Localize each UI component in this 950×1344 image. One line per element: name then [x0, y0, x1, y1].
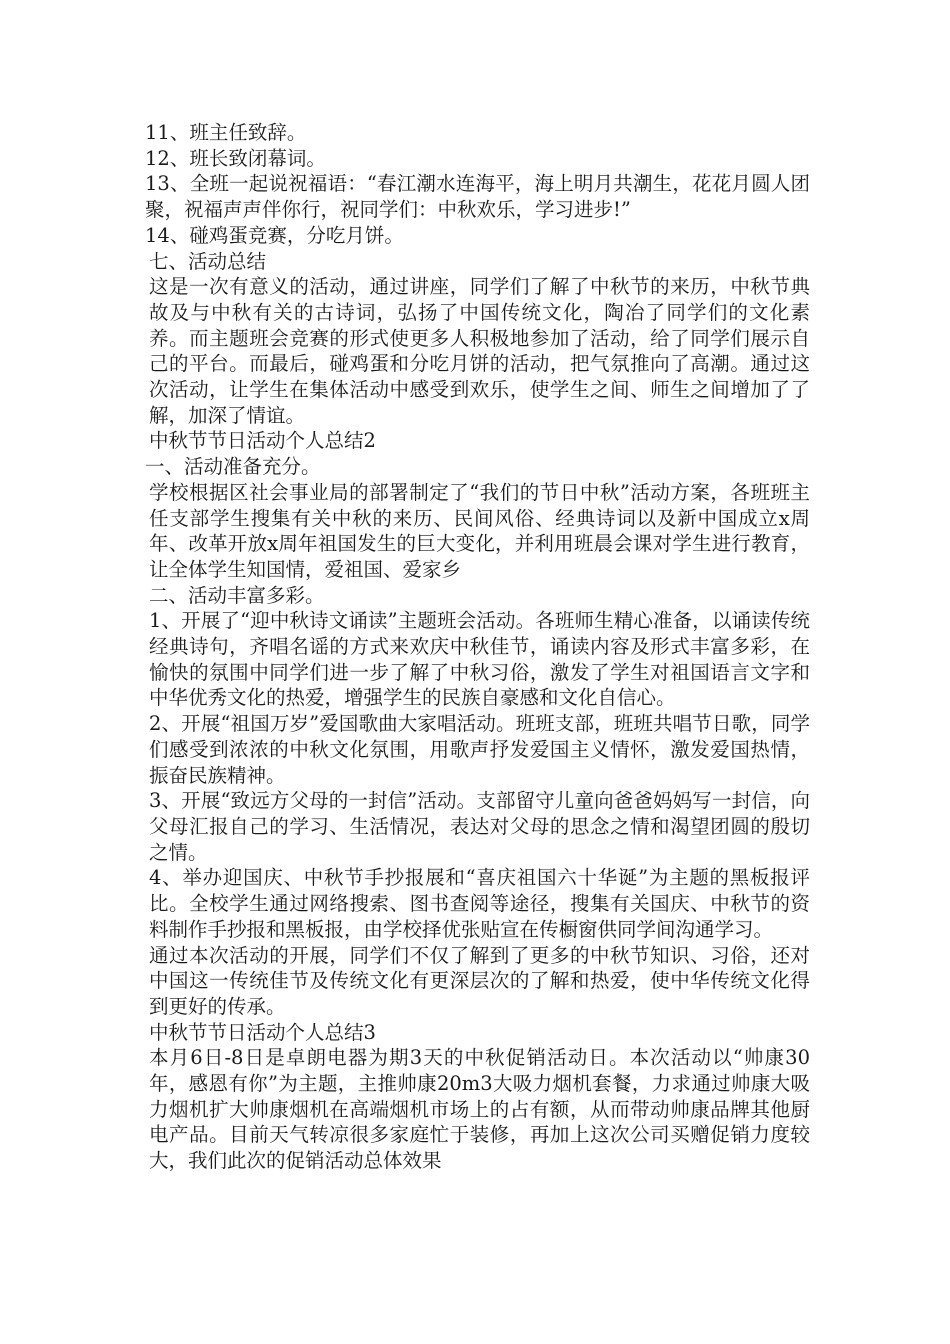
section-heading-summary: 七、活动总结 — [149, 249, 267, 273]
section-heading-activities: 二、活动丰富多彩。 — [149, 583, 325, 607]
paragraph-summary: 这是一次有意义的活动，通过讲座，同学们了解了中秋节的来历，中秋节典故及与中秋有关的古诗词，弘扬了中国传统文化，陶冶了同学们的文化素养。而主题班会竞赛的形式使更多人积极地参加了活动，给了同学们展示自己的平台。而最后，碰鸡蛋和分吃月饼的活动，把气氛推向了高潮。通过这次活动，让学生在集体活动中感受到欢乐，使学生之间、师生之间增加了了解，加深了情谊。 — [149, 275, 810, 427]
paragraph-item-13: 13、全班一起说祝福语：“春江潮水连海平，海上明月共潮生，花花月圆人团聚，祝福声声伴你行，祝同学们：中秋欢乐，学习进步!” — [145, 172, 810, 222]
paragraph-preparation: 学校根据区社会事业局的部署制定了“我们的节日中秋”活动方案，各班班主任支部学生搜集有关中秋的来历、民间风俗、经典诗词以及新中国成立x周年、改革开放x周年祖国发生的巨大变化，并利用班晨会课对学生进行教育，让全体学生知国情，爱祖国、爱家乡 — [149, 480, 810, 581]
paragraph-activity-1: 1、开展了“迎中秋诗文诵读”主题班会活动。各班师生精心准备，以诵读传统经典诗句，齐唱名谣的方式来欢庆中秋佳节，诵读内容及形式丰富多彩，在愉快的氛围中同学们进一步了解了中秋习俗，激发了学生对祖国语言文字和中华优秀文化的热爱，增强学生的民族自豪感和文化自信心。 — [149, 609, 810, 710]
paragraph-item-11: 11、班主任致辞。 — [145, 121, 307, 144]
document-body — [145, 120, 810, 1174]
paragraph-item-12: 12、班长致闭幕词。 — [145, 146, 326, 170]
article-title-2: 中秋节节日活动个人总结2 — [149, 429, 376, 453]
paragraph-activity-4: 4、举办迎国庆、中秋节手抄报展和“喜庆祖国六十华诞”为主题的黑板报评比。全校学生通过网络搜索、图书查阅等途径，搜集有关国庆、中秋节的资料制作手抄报和黑板报，由学校择优张贴宣在传橱窗供同学间沟通学习。 — [149, 866, 810, 941]
paragraph-activity-3: 3、开展“致远方父母的一封信”活动。支部留守儿童向爸爸妈妈写一封信，向父母汇报自己的学习、生活情况，表达对父母的思念之情和渴望团圆的殷切之情。 — [149, 789, 810, 864]
section-heading-preparation: 一、活动准备充分。 — [145, 455, 321, 479]
paragraph-promotion: 本月6日-8日是卓朗电器为期3天的中秋促销活动日。本次活动以“帅康30年，感恩有你”为主题，主推帅康20m3大吸力烟机套餐，力求通过帅康大吸力烟机扩大帅康烟机在高端烟机市场上的占有额，从而带动帅康品牌其他厨电产品。目前天气转凉很多家庭忙于装修，再加上这次公司买赠促销力度较大，我们此次的促销活动总体效果 — [149, 1046, 810, 1173]
article-title-3: 中秋节节日活动个人总结3 — [149, 1020, 376, 1044]
paragraph-activity-2: 2、开展“祖国万岁”爱国歌曲大家唱活动。班班支部，班班共唱节日歌，同学们感受到浓浓的中秋文化氛围，用歌声抒发爱国主义情怀，激发爱国热情，振奋民族精神。 — [149, 712, 810, 787]
paragraph-item-14: 14、碰鸡蛋竞赛，分吃月饼。 — [145, 223, 404, 247]
paragraph-conclusion: 通过本次活动的开展，同学们不仅了解到了更多的中秋节知识、习俗，还对中国这一传统佳节及传统文化有更深层次的了解和热爱，使中华传统文化得到更好的传承。 — [149, 943, 810, 1018]
